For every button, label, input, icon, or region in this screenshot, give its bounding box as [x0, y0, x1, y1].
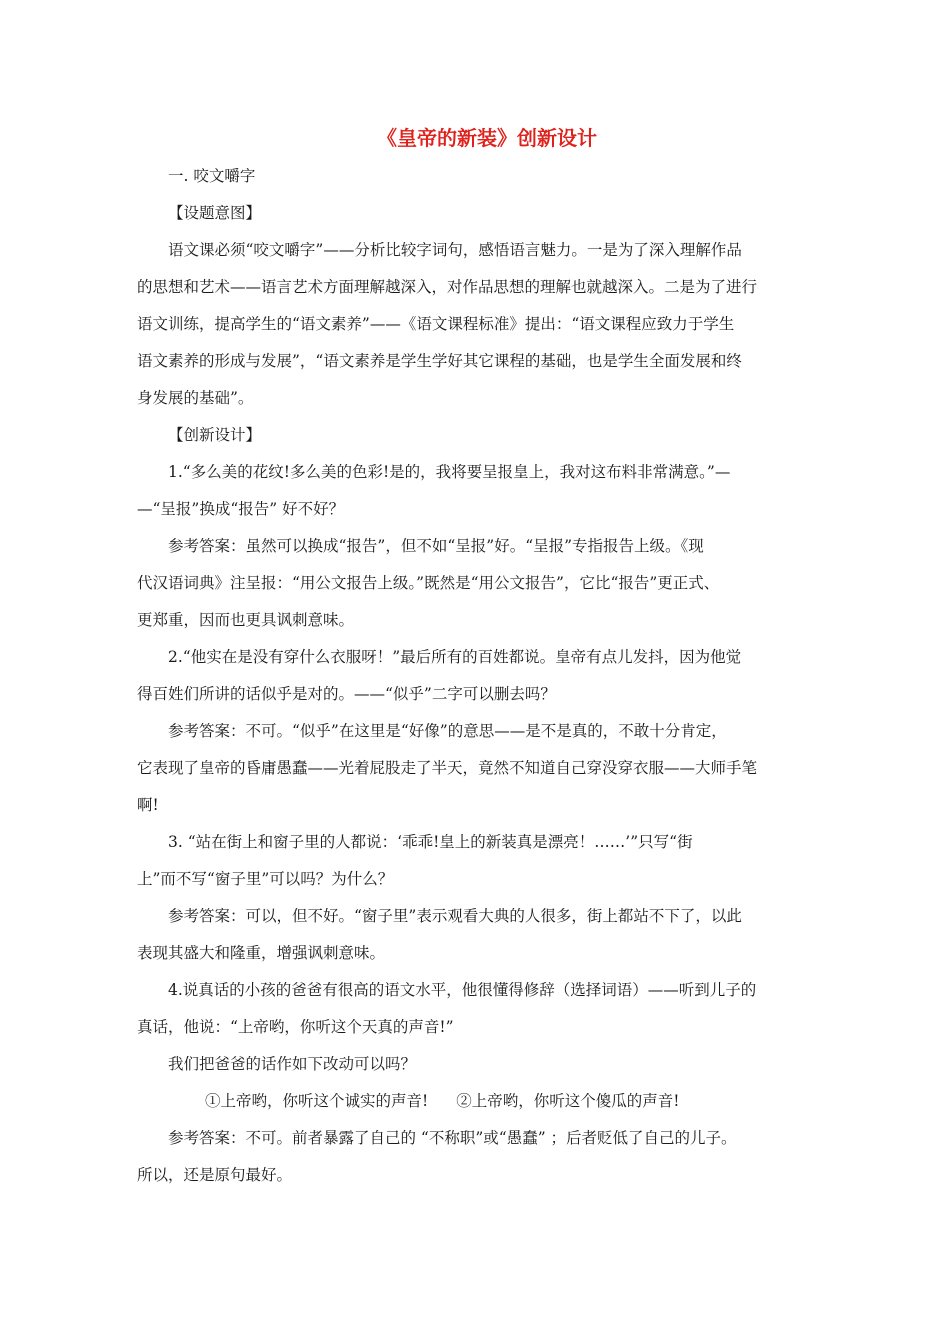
- section-heading: 一. 咬文嚼字: [168, 167, 256, 185]
- paragraph-line: 语文训练，提高学生的“语文素养”——《语文课程标准》提出：“语文课程应致力于学生: [137, 315, 735, 333]
- paragraph-line: 代汉语词典》注呈报：“用公文报告上级。”既然是“用公文报告”，它比“报告”更正式、: [137, 574, 720, 592]
- question-4-options: [137, 1083, 827, 1120]
- paragraph-line: 参考答案：不可。“似乎”在这里是“好像”的意思——是不是真的，不敢十分肯定，: [168, 722, 727, 740]
- option-2: ②上帝哟，你听这个傻瓜的声音!: [456, 1092, 680, 1110]
- paragraph-line: 语文素养的形成与发展”，“语文素养是学生学好其它课程的基础，也是学生全面发展和终: [137, 352, 742, 370]
- answer-4: [137, 1120, 827, 1194]
- paragraph-line: 得百姓们所讲的话似乎是对的。——“似乎”二字可以删去吗？: [137, 685, 556, 703]
- question-1: [137, 454, 827, 528]
- paragraph-line: 更郑重，因而也更具讽刺意味。: [137, 611, 355, 629]
- question-2: [137, 639, 827, 713]
- intent-header: 【设题意图】: [168, 204, 262, 222]
- answer-3: [137, 898, 827, 972]
- paragraph-line: 参考答案：虽然可以换成“报告”，但不如“呈报”好。“呈报”专指报告上级。《现: [168, 537, 704, 555]
- paragraph-line: 所以，还是原句最好。: [137, 1166, 293, 1184]
- paragraph-line: 3. “站在街上和窗子里的人都说：‘乖乖!皇上的新装真是漂亮！……’”只写“街: [168, 833, 693, 851]
- paragraph-line: 参考答案：不可。前者暴露了自己的 “不称职”或“愚蠢” ；后者贬低了自己的儿子。: [168, 1129, 737, 1147]
- paragraph-line: 1.“多么美的花纹!多么美的色彩!是的，我将要呈报皇上，我对这布料非常满意。”—: [168, 463, 731, 481]
- answer-2: [137, 713, 827, 824]
- intent-paragraph: [137, 232, 827, 417]
- paragraph-line: 4.说真话的小孩的爸爸有很高的语文水平，他很懂得修辞（选择词语）——听到儿子的: [168, 981, 757, 999]
- document-title: 《皇帝的新装》创新设计: [377, 126, 597, 150]
- question-4-prompt: 我们把爸爸的话作如下改动可以吗？: [168, 1055, 417, 1073]
- paragraph-line: 语文课必须“咬文嚼字”——分析比较字词句，感悟语言魅力。一是为了深入理解作品: [168, 241, 742, 259]
- option-1: ①上帝哟，你听这个诚实的声音!: [205, 1092, 429, 1110]
- paragraph-line: 参考答案：可以，但不好。“窗子里”表示观看大典的人很多，街上都站不下了，以此: [168, 907, 742, 925]
- paragraph-line: 身发展的基础”。: [137, 389, 254, 407]
- paragraph-line: —“呈报”换成“报告” 好不好？: [137, 500, 345, 518]
- paragraph-line: 表现其盛大和隆重，增强讽刺意味。: [137, 944, 386, 962]
- question-3: [137, 824, 827, 898]
- design-header: 【创新设计】: [168, 426, 262, 444]
- paragraph-line: 它表现了皇帝的昏庸愚蠢——光着屁股走了半天，竟然不知道自己穿没穿衣服——大师手笔: [137, 759, 758, 777]
- paragraph-line: 上”而不写“窗子里”可以吗？为什么？: [137, 870, 394, 888]
- paragraph-line: 真话，他说：“上帝哟，你听这个天真的声音!”: [137, 1018, 454, 1036]
- document-page: [137, 118, 827, 1194]
- answer-1: [137, 528, 827, 639]
- question-4: [137, 972, 827, 1046]
- paragraph-line: 的思想和艺术——语言艺术方面理解越深入，对作品思想的理解也就越深入。二是为了进行: [137, 278, 758, 296]
- paragraph-line: 2.“他实在是没有穿什么衣服呀！”最后所有的百姓都说。皇帝有点儿发抖，因为他觉: [168, 648, 742, 666]
- paragraph-line: 啊!: [137, 796, 159, 814]
